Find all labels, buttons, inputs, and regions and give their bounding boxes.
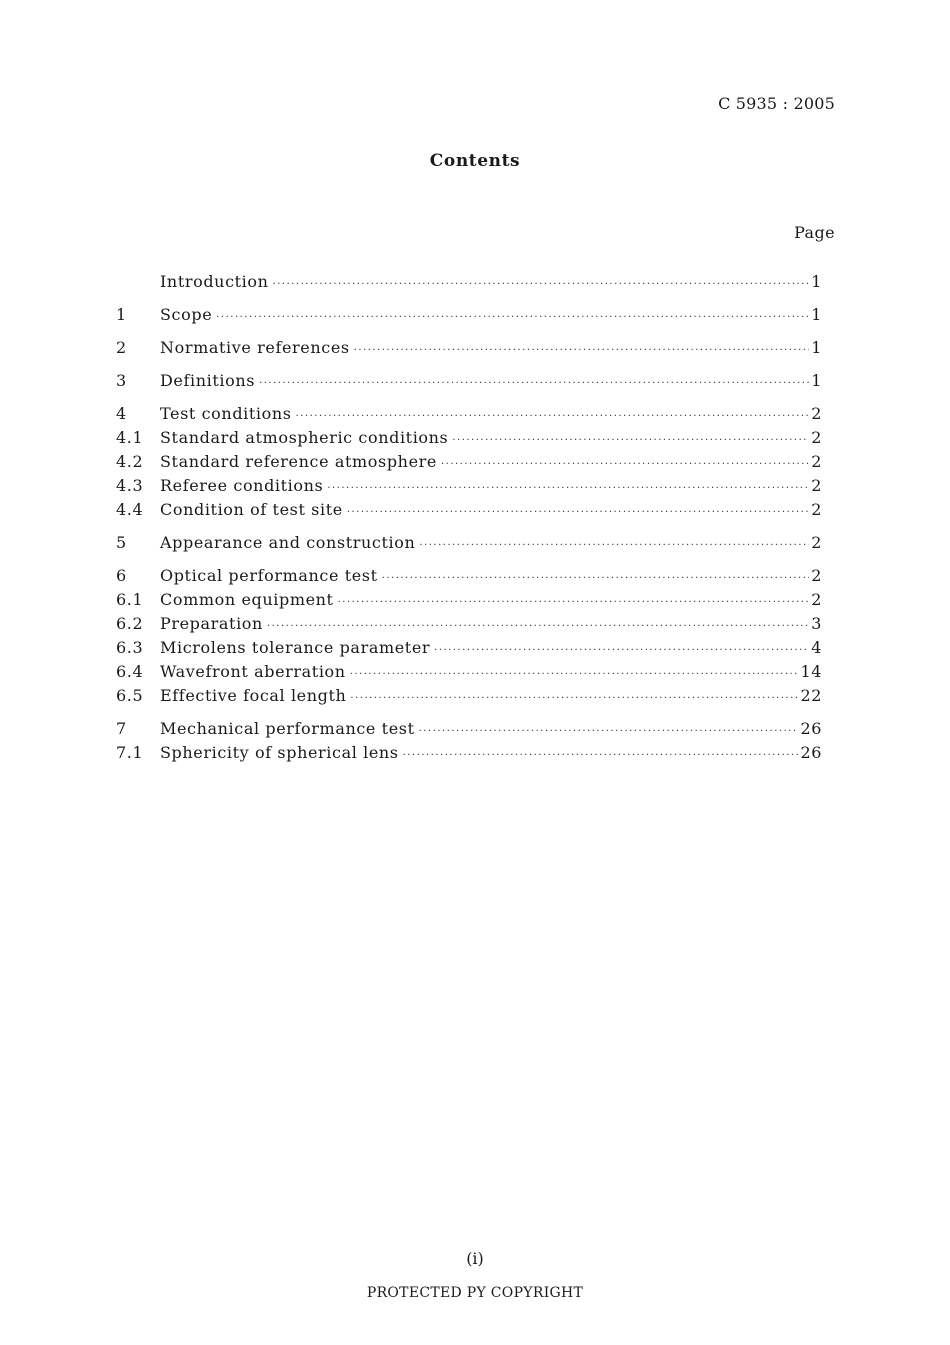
toc-entry-page: 2 [811, 476, 822, 495]
toc-entry-label: Optical performance test [160, 566, 378, 585]
toc-entry-number: 4.4 [116, 500, 144, 519]
toc-entry[interactable] [116, 566, 822, 590]
toc-entry-number: 4.2 [116, 452, 144, 471]
toc-group [116, 371, 822, 395]
toc-entry[interactable] [116, 305, 822, 329]
dot-leader [273, 279, 810, 290]
toc-entry-number: 6.3 [116, 638, 144, 657]
toc-entry[interactable] [116, 743, 822, 767]
toc-entry-number: 1 [116, 305, 127, 324]
toc-entry-number: 5 [116, 533, 127, 552]
toc-entry[interactable] [116, 590, 822, 614]
toc-entry-page: 4 [811, 638, 822, 657]
toc-entry[interactable] [116, 428, 822, 452]
page-column-label: Page [794, 223, 835, 242]
toc-entry-number: 6.4 [116, 662, 144, 681]
toc-entry[interactable] [116, 404, 822, 428]
table-of-contents [116, 272, 822, 776]
dot-leader [452, 435, 809, 446]
toc-entry[interactable] [116, 371, 822, 395]
toc-entry-label: Sphericity of spherical lens [160, 743, 399, 762]
dot-leader [347, 507, 809, 518]
toc-entry-number: 4.1 [116, 428, 144, 447]
toc-entry-label: Definitions [160, 371, 256, 390]
toc-entry[interactable] [116, 533, 822, 557]
page-number: (i) [466, 1249, 484, 1268]
toc-entry-label: Standard atmospheric conditions [160, 428, 449, 447]
toc-entry-label: Microlens tolerance parameter [160, 638, 431, 657]
dot-leader [327, 483, 809, 494]
toc-entry-page: 14 [800, 662, 822, 681]
toc-entry-page: 2 [811, 404, 822, 423]
dot-leader [403, 750, 799, 761]
toc-entry-page: 2 [811, 428, 822, 447]
dot-leader [382, 573, 810, 584]
toc-entry-number: 3 [116, 371, 127, 390]
toc-entry[interactable] [116, 476, 822, 500]
toc-entry-number: 7 [116, 719, 127, 738]
toc-group [116, 272, 822, 296]
toc-group [116, 719, 822, 767]
toc-entry-label: Scope [160, 305, 213, 324]
dot-leader [216, 312, 809, 323]
toc-group [116, 404, 822, 524]
dot-leader [354, 345, 810, 356]
toc-entry-number: 6.2 [116, 614, 144, 633]
toc-entry-page: 1 [811, 338, 822, 357]
toc-entry-label: Referee conditions [160, 476, 324, 495]
toc-entry[interactable] [116, 272, 822, 296]
dot-leader [350, 669, 799, 680]
toc-entry-page: 2 [811, 452, 822, 471]
toc-entry-label: Normative references [160, 338, 350, 357]
toc-entry-page: 2 [811, 566, 822, 585]
toc-entry[interactable] [116, 686, 822, 710]
toc-entry-number: 6.1 [116, 590, 144, 609]
toc-entry-label: Preparation [160, 614, 263, 633]
toc-entry-label: Appearance and construction [160, 533, 416, 552]
dot-leader [267, 621, 809, 632]
toc-entry-page: 2 [811, 533, 822, 552]
dot-leader [419, 726, 799, 737]
toc-entry-page: 2 [811, 500, 822, 519]
toc-group [116, 566, 822, 710]
toc-entry[interactable] [116, 452, 822, 476]
toc-entry-label: Common equipment [160, 590, 334, 609]
toc-entry-number: 6 [116, 566, 127, 585]
toc-entry-page: 22 [800, 686, 822, 705]
toc-entry[interactable] [116, 614, 822, 638]
document-id: C 5935 : 2005 [718, 94, 835, 113]
dot-leader [419, 540, 809, 551]
toc-entry[interactable] [116, 500, 822, 524]
toc-entry-number: 2 [116, 338, 127, 357]
toc-group [116, 338, 822, 362]
toc-entry-number: 7.1 [116, 743, 144, 762]
toc-entry-page: 3 [811, 614, 822, 633]
toc-entry-label: Mechanical performance test [160, 719, 415, 738]
toc-entry-label: Test conditions [160, 404, 292, 423]
toc-entry[interactable] [116, 662, 822, 686]
dot-leader [350, 693, 798, 704]
dot-leader [338, 597, 810, 608]
toc-entry-page: 2 [811, 590, 822, 609]
toc-entry[interactable] [116, 719, 822, 743]
toc-entry-label: Effective focal length [160, 686, 347, 705]
toc-entry-page: 26 [800, 719, 822, 738]
copyright-notice: PROTECTED PY COPYRIGHT [366, 1285, 584, 1301]
toc-group [116, 533, 822, 557]
toc-entry-number: 4 [116, 404, 127, 423]
toc-entry-number: 4.3 [116, 476, 144, 495]
dot-leader [259, 378, 809, 389]
toc-group [116, 305, 822, 329]
dot-leader [441, 459, 809, 470]
toc-entry-page: 1 [811, 305, 822, 324]
page-title: Contents [429, 151, 521, 171]
toc-entry[interactable] [116, 338, 822, 362]
toc-entry-label: Condition of test site [160, 500, 343, 519]
toc-entry-label: Standard reference atmosphere [160, 452, 437, 471]
toc-entry-page: 1 [811, 272, 822, 291]
toc-entry-page: 1 [811, 371, 822, 390]
toc-entry-page: 26 [800, 743, 822, 762]
toc-entry[interactable] [116, 638, 822, 662]
dot-leader [296, 411, 810, 422]
dot-leader [434, 645, 809, 656]
toc-entry-label: Introduction [160, 272, 269, 291]
toc-entry-number: 6.5 [116, 686, 144, 705]
toc-entry-label: Wavefront aberration [160, 662, 346, 681]
